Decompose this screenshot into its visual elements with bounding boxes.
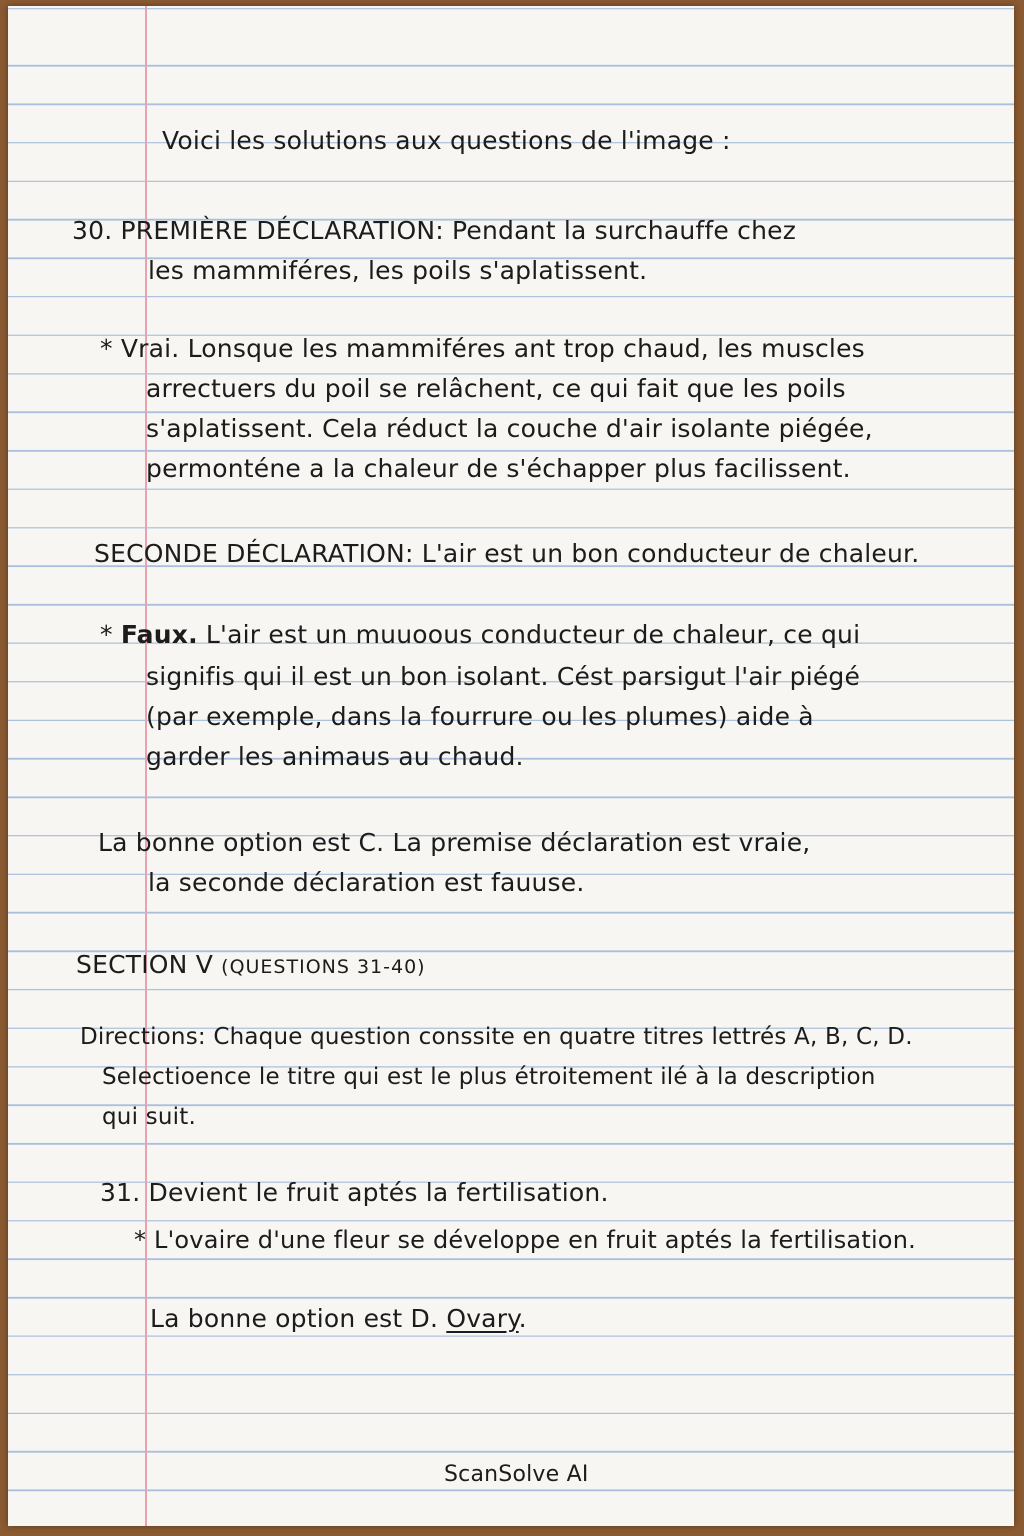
- q30-second-text: L'air est un bon conducteur de chaleur.: [421, 539, 920, 568]
- directions-line-2: Selectioence le titre qui est le plus étroitement ilé à la description: [102, 1064, 876, 1090]
- q30-answer1-word: Vrai.: [120, 334, 180, 363]
- page-heading: Voici les solutions aux questions de l'image :: [162, 126, 731, 155]
- q31-answer-suffix: .: [518, 1304, 527, 1333]
- q31-explanation: [134, 1226, 916, 1254]
- q31-answer-word: Ovary: [446, 1304, 519, 1333]
- q30-first-text-2: les mammiféres, les poils s'aplatissent.: [148, 256, 648, 285]
- q31-question-text: Devient le fruit aptés la fertilisation.: [148, 1178, 609, 1207]
- q30-answer2-line-2: signifis qui il est un bon isolant. Cést parsigut l'air piégé: [146, 662, 861, 691]
- q30-answer1-line-3: s'aplatissent. Cela réduct la couche d'air isolante piégée,: [146, 414, 873, 443]
- q30-statement-line-1: [72, 216, 796, 245]
- bullet-asterisk: *: [134, 1226, 147, 1254]
- q30-conclusion-line-1: La bonne option est C. La premise déclaration est vraie,: [98, 828, 811, 857]
- section-subtitle: (QUESTIONS 31-40): [221, 956, 426, 978]
- section-title: SECTION V: [76, 950, 213, 979]
- q30-second-statement: [94, 539, 919, 568]
- footer-brand: ScanSolve AI: [444, 1462, 589, 1487]
- q30-answer1-line-1: [100, 334, 865, 363]
- section-heading: [76, 950, 426, 979]
- bullet-asterisk: *: [100, 620, 113, 649]
- q30-second-label: SECONDE DÉCLARATION:: [94, 539, 414, 568]
- q31-answer-letter: D.: [410, 1304, 439, 1333]
- q31-number: 31.: [100, 1178, 141, 1207]
- q30-first-text-1: Pendant la surchauffe chez: [452, 216, 797, 245]
- q31-explanation-text: L'ovaire d'une fleur se développe en fruit aptés la fertilisation.: [154, 1226, 916, 1254]
- q30-answer1-line-2: arrectuers du poil se relâchent, ce qui fait que les poils: [146, 374, 846, 403]
- directions-line-1: Directions: Chaque question conssite en quatre titres lettrés A, B, C, D.: [80, 1024, 913, 1050]
- q31-answer-prefix: La bonne option est: [150, 1304, 403, 1333]
- q30-answer1-line-4: permonténe a la chaleur de s'échapper plus facilissent.: [146, 454, 851, 483]
- q30-answer2-line-3: (par exemple, dans la fourrure ou les plumes) aide à: [146, 702, 814, 731]
- q30-answer1-text-1: Lonsque les mammiféres ant trop chaud, les muscles: [187, 334, 865, 363]
- q30-number: 30.: [72, 216, 113, 245]
- notebook-page: [8, 6, 1014, 1526]
- q30-answer2-text-1: L'air est un muuoous conducteur de chaleur, ce qui: [205, 620, 861, 649]
- q30-answer2-word: Faux.: [120, 620, 198, 649]
- q31-question: [100, 1178, 609, 1207]
- q30-conclusion-line-2: la seconde déclaration est fauuse.: [148, 868, 585, 897]
- q30-first-label: PREMIÈRE DÉCLARATION:: [120, 216, 444, 245]
- directions-line-3: qui suit.: [102, 1104, 196, 1130]
- q30-answer2-line-1: [100, 620, 860, 649]
- q31-answer: [150, 1304, 527, 1333]
- bullet-asterisk: *: [100, 334, 113, 363]
- q30-answer2-line-4: garder les animaus au chaud.: [146, 742, 524, 771]
